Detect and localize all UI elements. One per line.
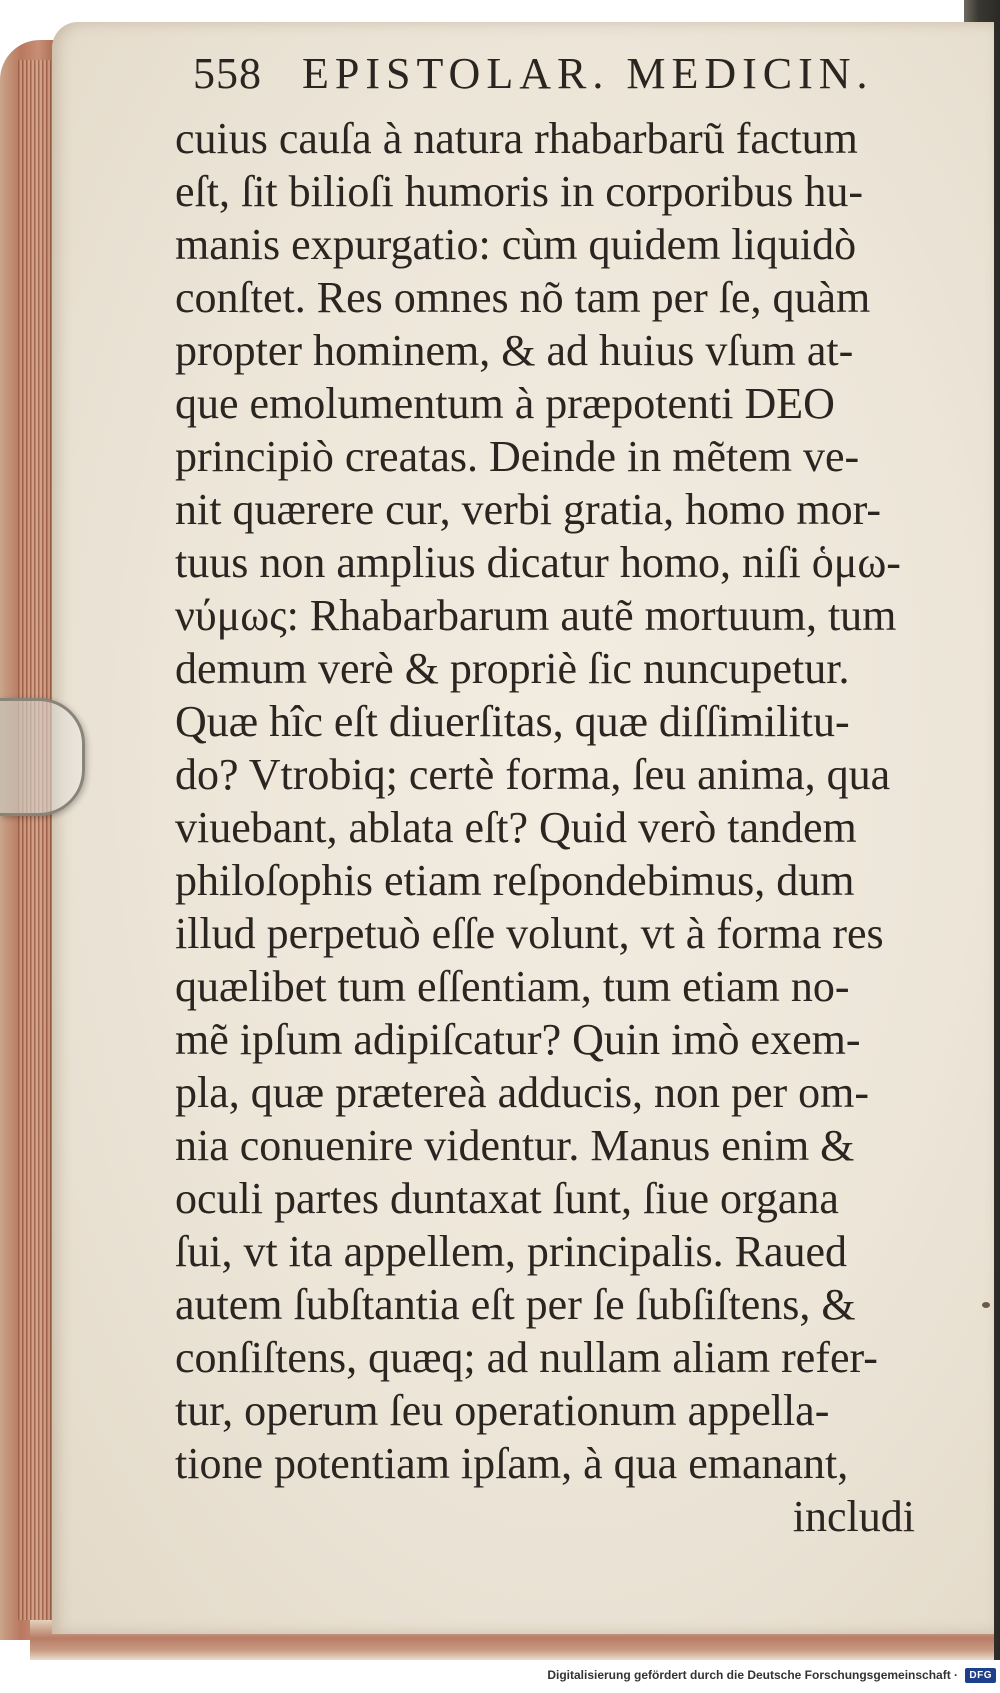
text-line: quælibet tum eſſentiam, tum etiam no- [175,962,850,1011]
text-line: propter hominem, & ad huius vſum at- [175,326,854,375]
text-line: ſui, vt ita appellem, principalis. Raued [175,1227,848,1276]
text-line: mẽ ipſum adipiſcatur? Quin imò exem- [175,1015,861,1064]
text-line: illud perpetuò eſſe volunt, vt à forma res [175,909,884,958]
text-line: philoſophis etiam reſpondebimus, dum [175,856,855,905]
text-line: manis expurgatio: cùm quidem liquidò [175,220,857,269]
text-line: tuus non amplius dicatur homo, niſi ὁμω- [175,538,901,587]
running-title: EPISTOLAR. MEDICIN. [302,49,874,98]
text-line: tur, operum ſeu operationum appella- [175,1386,830,1435]
text-line: tione potentiam ipſam, à qua emanant, [175,1439,849,1488]
text-line: eſt, ſit bilioſi humoris in corporibus hu- [175,167,864,216]
text-line: nit quærere cur, verbi gratia, homo mor- [175,485,882,534]
text-line: conſtet. Res omnes nõ tam per ſe, quàm [175,273,871,322]
page-number: 558 [193,49,262,98]
digitization-credit [0,1668,996,1690]
text-line: conſiſtens, quæq; ad nullam aliam refer- [175,1333,878,1382]
text-line: principiò creatas. Deinde in mẽtem ve- [175,432,860,481]
text-line: do? Vtrobiq; certè forma, ſeu anima, qua [175,750,891,799]
clasp-tab [0,698,85,816]
dfg-logo: DFG [965,1668,996,1683]
ink-spot [982,1302,990,1308]
text-line: cuius cauſa à natura rhabarbarũ factum [175,114,858,163]
text-line: Quæ hîc eſt diuerſitas, quæ diſſimilitu- [175,697,850,746]
credit-text: Digitalisierung gefördert durch die Deutsche Forschungsgemeinschaft · [547,1668,959,1682]
text-line: pla, quæ prætereà adducis, non per om- [175,1068,870,1117]
running-head [193,48,893,108]
catchword: includi [792,1492,915,1541]
text-line: demum verè & propriè ſic nuncupetur. [175,644,850,693]
text-line: autem ſubſtantia eſt per ſe ſubſiſtens, & [175,1280,856,1329]
text-line: nia conuenire videntur. Manus enim & [175,1121,855,1170]
text-line: que emolumentum à præpotenti DEO [175,379,835,428]
text-line: viuebant, ablata eſt? Quid verò tandem [175,803,857,852]
text-line: νύμως: Rhabarbarum autẽ mortuum, tum [175,591,897,640]
text-line: oculi partes duntaxat ſunt, ſiue organa [175,1174,839,1223]
body-text [175,112,945,1543]
